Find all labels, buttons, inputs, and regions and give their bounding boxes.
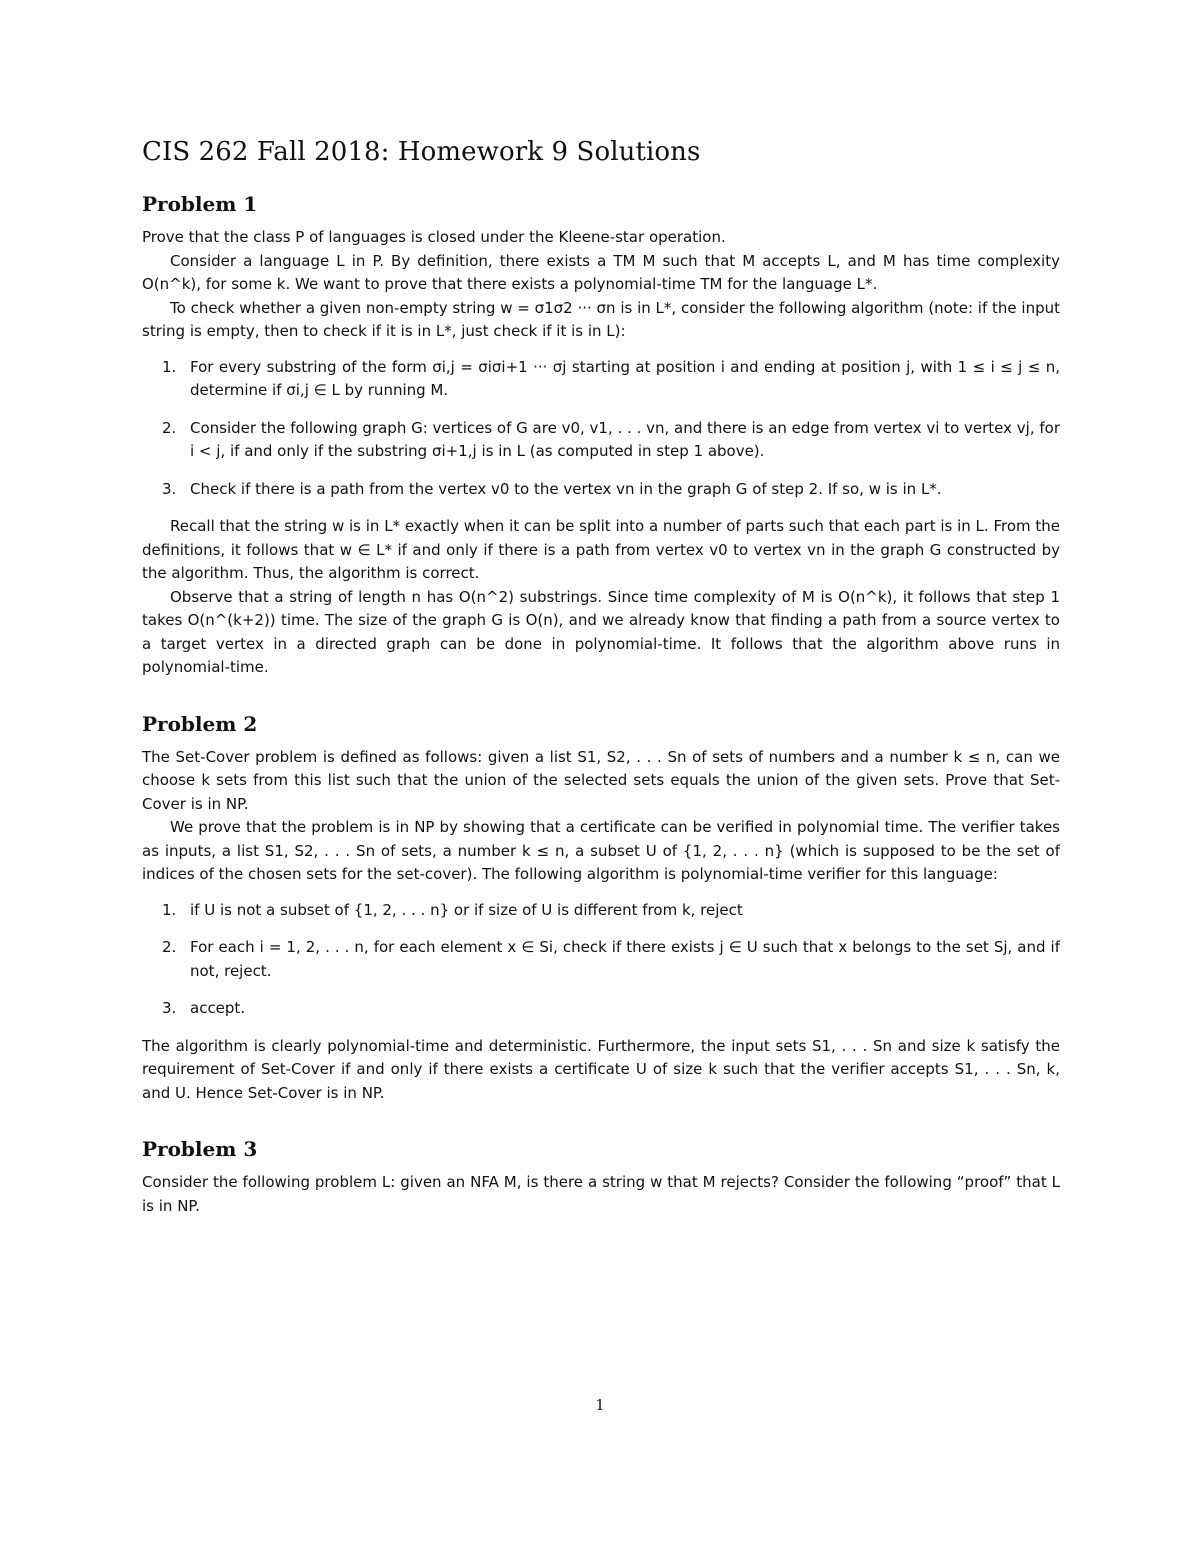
document-title: CIS 262 Fall 2018: Homework 9 Solutions bbox=[142, 137, 701, 167]
list-item-text: For each i = 1, 2, . . . n, for each element x ∈ Si, check if there exists j ∈ U such that x belongs to the set Sj, and if not, reject. bbox=[190, 938, 1060, 980]
problem-3-section bbox=[142, 1135, 1060, 1218]
problem-1-paragraph: Observe that a string of length n has O(n^2) substrings. Since time complexity of M is O(n^k), it follows that step 1 takes O(n^(k+2)) time. The size of the graph G is O(n), and we already know that finding a path from a source vertex to a target vertex in a directed graph can be done in polynomial-time. It follows that the algorithm above runs in polynomial-time. bbox=[142, 587, 1060, 676]
problem-1-heading: Problem 1 bbox=[142, 192, 258, 216]
list-item-number: 1. bbox=[162, 900, 177, 919]
problem-1-paragraph: Consider a language L in P. By definition, there exists a TM M such that M accepts L, and M has time complexity O(n^k), for some k. We want to prove that there exists a polynomial-time TM for the language L*. bbox=[142, 251, 1060, 293]
problem-1-algorithm-list bbox=[142, 356, 1060, 502]
list-item-text: Check if there is a path from the vertex v0 to the vertex vn in the graph G of step 2. If so, w is in L*. bbox=[190, 479, 942, 498]
problem-1-paragraph: Recall that the string w is in L* exactly when it can be split into a number of parts such that each part is in L. From the definitions, it follows that w ∈ L* if and only if there is a path from vertex v0 to vertex vn in the graph G constructed by the algorithm. Thus, the algorithm is correct. bbox=[142, 517, 1060, 582]
problem-2-paragraph: The algorithm is clearly polynomial-time and deterministic. Furthermore, the input sets S1, . . . Sn and size k satisfy the requirement of Set-Cover if and only if there exists a certificate U of size k such that the verifier accepts S1, . . . Sn, k, and U. Hence Set-Cover is in NP. bbox=[142, 1036, 1060, 1102]
problem-3-heading: Problem 3 bbox=[142, 1137, 258, 1161]
problem-2-statement: The Set-Cover problem is defined as follows: given a list S1, S2, . . . Sn of sets of numbers and a number k ≤ n, can we choose k sets from this list such that the union of the selected sets equals the union of the given sets. Prove that Set-Cover is in NP. bbox=[142, 747, 1060, 813]
section-spacer bbox=[142, 680, 1060, 710]
list-item-text: Consider the following graph G: vertices of G are v0, v1, . . . vn, and there is an edge from vertex vi to vertex vj, for i < j, if and only if the substring σi+1,j is in L (as computed in step 1 above). bbox=[190, 418, 1060, 460]
list-item bbox=[142, 478, 1060, 502]
problem-3-statement: Consider the following problem L: given an NFA M, is there a string w that M rejects? Consider the following “proof” that L is in NP. bbox=[142, 1173, 1060, 1215]
problem-2-heading: Problem 2 bbox=[142, 711, 258, 736]
list-item-text: accept. bbox=[190, 999, 246, 1017]
list-item bbox=[142, 997, 1060, 1021]
page-number: 1 bbox=[595, 1396, 605, 1414]
list-item-number: 2. bbox=[162, 938, 177, 956]
document-page bbox=[142, 134, 1060, 1218]
list-item bbox=[142, 936, 1060, 983]
list-item bbox=[142, 899, 1060, 923]
list-item bbox=[142, 356, 1060, 403]
list-item-text: For every substring of the form σi,j = σiσi+1 ··· σj starting at position i and ending at position j, with 1 ≤ i ≤ j ≤ n, determine if σi,j ∈ L by running M. bbox=[190, 357, 1060, 399]
list-item-number: 2. bbox=[162, 418, 177, 437]
section-spacer bbox=[142, 1105, 1060, 1135]
list-item-number: 3. bbox=[162, 999, 177, 1017]
problem-1-section bbox=[142, 190, 1060, 680]
problem-2-paragraph: We prove that the problem is in NP by showing that a certificate can be verified in polynomial time. The verifier takes as inputs, a list S1, S2, . . . Sn of sets, a number k ≤ n, a subset U of {1, 2, . . . n} (which is supposed to be the set of indices of the chosen sets for the set-cover). The following algorithm is polynomial-time verifier for this language: bbox=[142, 818, 1060, 883]
problem-1-statement: Prove that the class P of languages is closed under the Kleene-star operation. bbox=[142, 228, 726, 246]
list-item bbox=[142, 417, 1060, 464]
problem-1-paragraph: To check whether a given non-empty string w = σ1σ2 ··· σn is in L*, consider the following algorithm (note: if the input string is empty, then to check if it is in L*, just check if it is in L): bbox=[142, 298, 1060, 340]
list-item-text: if U is not a subset of {1, 2, . . . n} or if size of U is different from k, reject bbox=[190, 900, 743, 919]
list-item-number: 1. bbox=[162, 357, 177, 376]
list-item-number: 3. bbox=[162, 479, 177, 498]
problem-2-verifier-list bbox=[142, 899, 1060, 1021]
problem-2-section bbox=[142, 710, 1060, 1106]
